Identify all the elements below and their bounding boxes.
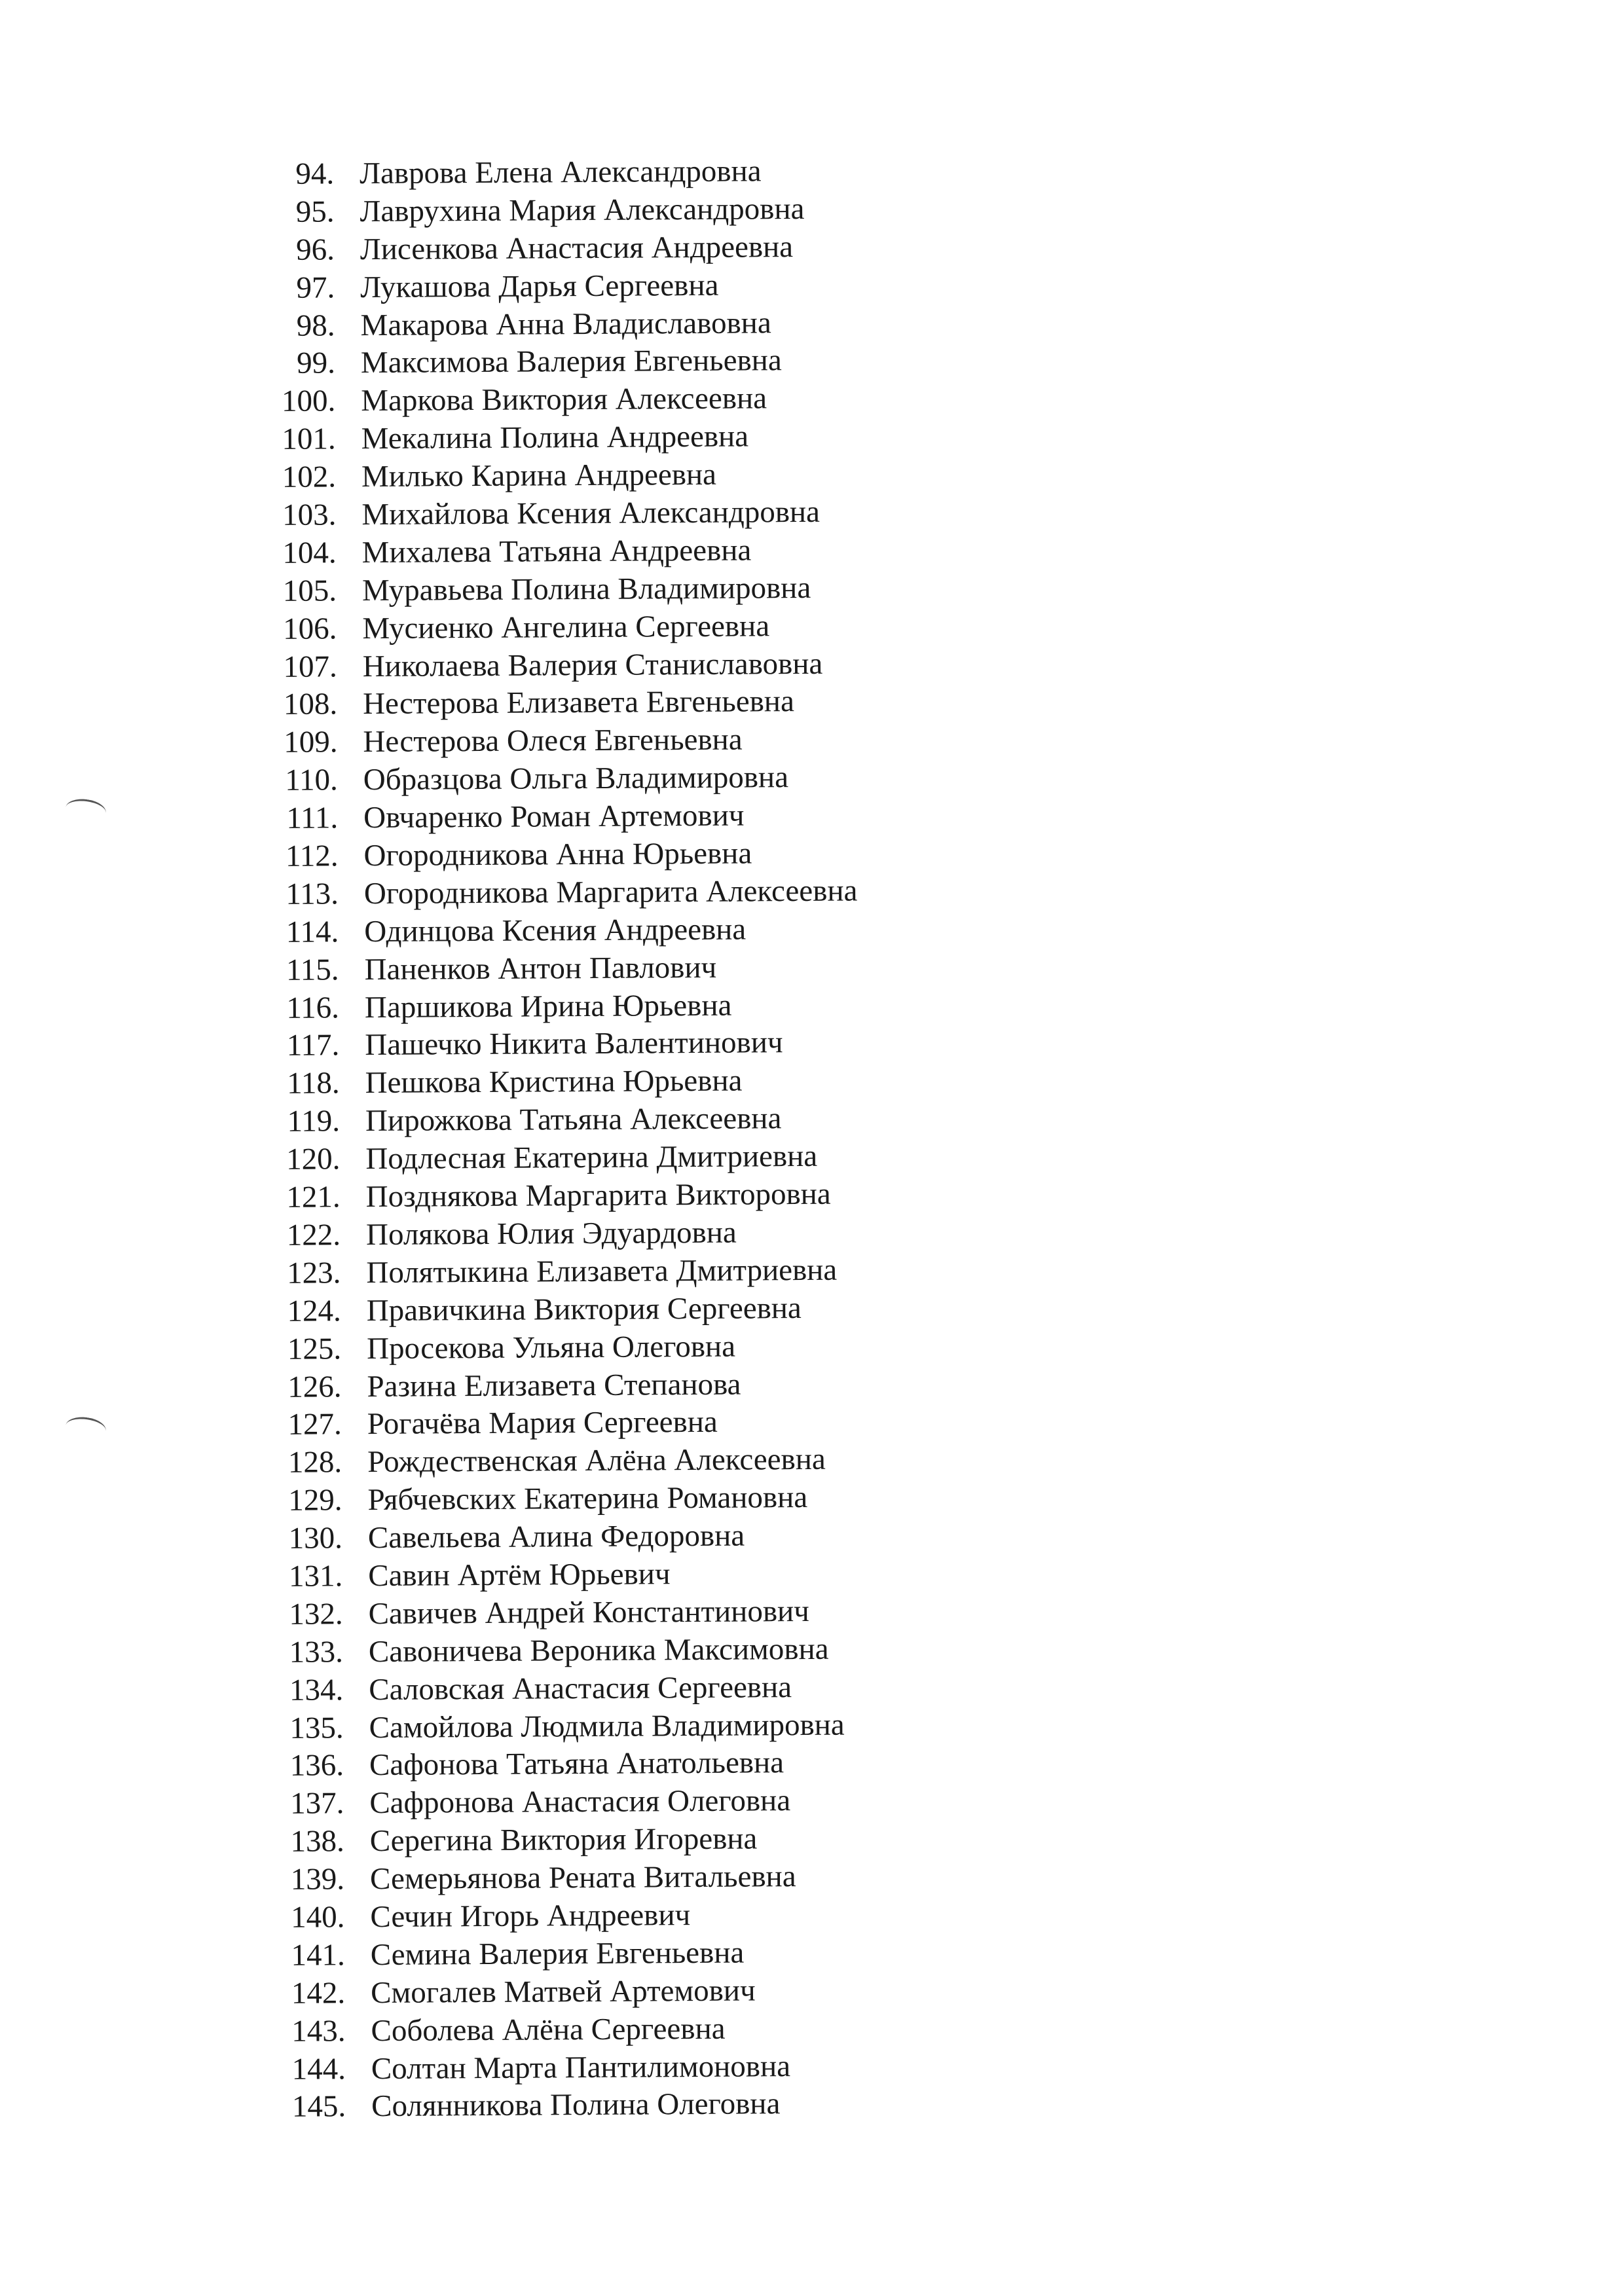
list-item-name: Лаврова Елена Александровна	[360, 154, 762, 191]
list-item-number: 137.	[289, 1786, 344, 1821]
list-item	[271, 1100, 859, 1141]
list-item-number: 134.	[289, 1672, 344, 1707]
list-item-name: Маркова Виктория Алексеевна	[361, 381, 767, 418]
list-item	[269, 759, 857, 800]
list-item-name: Соболева Алёна Сергеевна	[371, 2011, 726, 2048]
list-item	[270, 872, 858, 913]
list-item	[269, 797, 857, 838]
list-item-name: Мекалина Полина Андреевна	[361, 419, 749, 456]
list-item-number: 97.	[296, 270, 335, 305]
list-item-name: Овчаренко Роман Артемович	[363, 798, 745, 835]
list-item	[270, 948, 858, 989]
list-item-name: Просекова Ульяна Олеговна	[366, 1329, 736, 1366]
list-item-name: Лаврухина Мария Александровна	[360, 191, 805, 229]
list-item-name: Смогалев Матвей Артемович	[370, 1973, 756, 2010]
list-item-number: 98.	[296, 308, 335, 343]
list-item	[270, 986, 858, 1027]
list-item-name: Семина Валерия Евгеньевна	[370, 1935, 745, 1972]
list-item	[277, 2047, 865, 2088]
list-item	[275, 1782, 863, 1823]
list-item	[267, 456, 855, 497]
list-item	[265, 190, 853, 231]
list-item	[268, 645, 857, 686]
list-item-name: Милько Карина Андреевна	[361, 457, 717, 494]
list-item-number: 132.	[289, 1597, 343, 1631]
list-item-number: 127.	[287, 1407, 342, 1442]
list-item-number: 117.	[286, 1028, 340, 1063]
list-item-name: Сечин Игорь Андреевич	[370, 1898, 691, 1935]
list-item-name: Нестерова Олеся Евгеньевна	[363, 722, 743, 759]
list-item-number: 126.	[287, 1369, 342, 1404]
list-item-number: 123.	[287, 1256, 341, 1290]
list-item	[268, 569, 856, 610]
list-item-number: 125.	[287, 1331, 342, 1366]
list-item-name: Позднякова Маргарита Викторовна	[365, 1176, 831, 1214]
list-item	[267, 342, 855, 383]
list-item-name: Паршикова Ирина Юрьевна	[364, 988, 732, 1025]
list-item-name: Михалева Татьяна Андреевна	[361, 533, 752, 570]
list-item-name: Сафонова Татьяна Анатольевна	[369, 1745, 784, 1783]
list-item-name: Самойлова Людмила Владимировна	[369, 1707, 845, 1745]
list-item	[274, 1668, 862, 1709]
list-item-number: 118.	[286, 1066, 340, 1101]
list-item-number: 95.	[295, 194, 335, 229]
list-item	[276, 1858, 864, 1899]
list-item-name: Одинцова Ксения Андреевна	[364, 912, 747, 949]
list-item-number: 102.	[282, 460, 337, 494]
list-item	[276, 1971, 864, 2013]
name-list	[265, 153, 865, 2127]
list-item	[266, 266, 854, 307]
list-item-number: 105.	[282, 574, 337, 608]
list-item-number: 145.	[291, 2089, 346, 2124]
list-item-name: Солтан Марта Пантилимоновна	[371, 2049, 791, 2086]
list-item-number: 143.	[291, 2013, 346, 2049]
list-item-number: 116.	[286, 990, 340, 1025]
list-item-number: 107.	[283, 649, 337, 684]
list-item	[272, 1176, 860, 1217]
list-item-number: 142.	[291, 1976, 346, 2011]
list-item	[268, 531, 856, 572]
list-item	[273, 1403, 861, 1444]
list-item-name: Михайлова Ксения Александровна	[361, 494, 821, 532]
list-item-number: 131.	[288, 1559, 343, 1594]
list-item-number: 114.	[286, 915, 339, 949]
list-item-name: Подлесная Екатерина Дмитриевна	[365, 1139, 818, 1176]
list-item-number: 133.	[289, 1635, 344, 1669]
list-item-name: Пашечко Никита Валентинович	[365, 1025, 783, 1063]
list-item-name: Рогачёва Мария Сергеевна	[367, 1405, 718, 1442]
list-item	[276, 2009, 864, 2050]
list-item-number: 135.	[289, 1710, 344, 1745]
list-item	[266, 304, 854, 345]
list-item-name: Семерьянова Рената Витальевна	[369, 1859, 796, 1897]
list-item	[270, 1062, 858, 1103]
list-item	[274, 1630, 862, 1671]
list-item	[273, 1441, 861, 1482]
list-item-number: 120.	[286, 1142, 341, 1176]
list-item-number: 110.	[285, 763, 338, 798]
list-item-name: Разина Елизавета Степанова	[367, 1367, 741, 1404]
list-item-name: Образцова Ольга Владимировна	[363, 760, 789, 797]
list-item-number: 112.	[285, 839, 339, 873]
list-item-number: 144.	[291, 2051, 346, 2086]
list-item	[268, 721, 857, 762]
list-item-number: 111.	[286, 801, 339, 835]
list-item-number: 140.	[291, 1900, 345, 1935]
list-item-number: 103.	[282, 498, 337, 532]
list-item-name: Муравьева Полина Владимировна	[361, 570, 811, 608]
list-item-name: Мусиенко Ангелина Сергеевна	[362, 608, 770, 646]
list-item-name: Рождественская Алёна Алексеевна	[367, 1442, 826, 1480]
list-item-number: 115.	[286, 953, 339, 987]
list-item-name: Николаева Валерия Станиславовна	[362, 646, 823, 683]
list-item-number: 96.	[295, 232, 335, 267]
list-item-number: 104.	[282, 536, 337, 570]
list-item	[272, 1365, 860, 1406]
list-item-number: 130.	[288, 1521, 343, 1556]
list-item-number: 124.	[287, 1294, 341, 1328]
list-item	[266, 228, 854, 269]
punch-hole-mark	[64, 797, 107, 824]
list-item-name: Нестерова Елизавета Евгеньевна	[362, 684, 795, 721]
list-item-name: Правичкина Виктория Сергеевна	[366, 1290, 802, 1328]
list-item-number: 121.	[286, 1180, 341, 1214]
list-item-name: Солянникова Полина Олеговна	[371, 2086, 781, 2124]
list-item	[272, 1289, 860, 1330]
list-item	[272, 1327, 860, 1368]
list-item-name: Савичев Андрей Константинович	[368, 1594, 810, 1631]
list-item-number: 129.	[288, 1483, 342, 1518]
list-item	[270, 910, 858, 951]
list-item-number: 108.	[283, 687, 338, 722]
list-item	[276, 1933, 864, 1975]
list-item	[277, 2085, 865, 2126]
list-item	[268, 607, 856, 648]
list-item-name: Макарова Анна Владиславовна	[360, 305, 771, 342]
list-item-number: 99.	[297, 346, 336, 381]
list-item-number: 128.	[287, 1445, 342, 1480]
list-item-name: Паненков Антон Павлович	[364, 950, 717, 987]
list-item-name: Савоничева Вероника Максимовна	[368, 1631, 829, 1669]
list-item	[272, 1213, 860, 1254]
list-item	[274, 1706, 862, 1747]
list-item-number: 109.	[284, 725, 338, 760]
list-item	[271, 1138, 859, 1179]
list-item-name: Сафронова Анастасия Олеговна	[369, 1783, 791, 1821]
list-item	[268, 683, 857, 724]
punch-hole-mark	[64, 1415, 107, 1442]
list-item-name: Максимова Валерия Евгеньевна	[360, 343, 782, 380]
list-item-name: Савельева Алина Федоровна	[367, 1518, 745, 1556]
list-item-number: 122.	[286, 1218, 341, 1252]
list-item-number: 136.	[289, 1748, 344, 1783]
list-item	[276, 1820, 864, 1861]
list-item-name: Огородникова Анна Юрьевна	[363, 836, 752, 873]
list-item	[276, 1895, 864, 1937]
list-item-name: Саловская Анастасия Сергеевна	[369, 1669, 792, 1707]
list-item-name: Пешкова Кристина Юрьевна	[365, 1063, 743, 1101]
list-item	[269, 835, 857, 876]
list-item-name: Полякова Юлия Эдуардовна	[365, 1215, 737, 1252]
list-item-name: Лукашова Дарья Сергеевна	[360, 268, 719, 304]
list-item-name: Савин Артём Юрьевич	[368, 1557, 671, 1594]
list-item	[272, 1251, 860, 1292]
list-item-number: 94.	[295, 156, 335, 191]
list-item-name: Лисенкова Анастасия Андреевна	[360, 229, 794, 266]
list-item	[265, 153, 853, 194]
list-item-number: 113.	[286, 877, 339, 911]
list-item-number: 138.	[290, 1824, 344, 1859]
list-item	[267, 494, 855, 535]
list-item-name: Пирожкова Татьяна Алексеевна	[365, 1101, 782, 1139]
list-item	[274, 1554, 862, 1595]
list-item-number: 100.	[281, 384, 336, 419]
list-item	[274, 1517, 862, 1558]
list-item	[275, 1744, 863, 1785]
list-item-name: Рябчевских Екатерина Романовна	[367, 1480, 808, 1518]
list-item	[273, 1479, 861, 1520]
list-item-number: 101.	[282, 422, 336, 457]
list-item	[274, 1592, 862, 1633]
list-item-name: Серегина Виктория Игоревна	[369, 1821, 758, 1859]
list-item-name: Полятыкина Елизавета Дмитриевна	[366, 1252, 838, 1290]
list-item-number: 139.	[290, 1862, 345, 1897]
list-item-name: Огородникова Маргарита Алексеевна	[363, 873, 858, 911]
list-item-number: 106.	[283, 611, 337, 646]
list-item	[267, 418, 855, 459]
list-item-number: 141.	[291, 1938, 345, 1973]
list-item-number: 119.	[287, 1104, 341, 1139]
list-item	[267, 380, 855, 421]
list-item	[270, 1024, 858, 1065]
